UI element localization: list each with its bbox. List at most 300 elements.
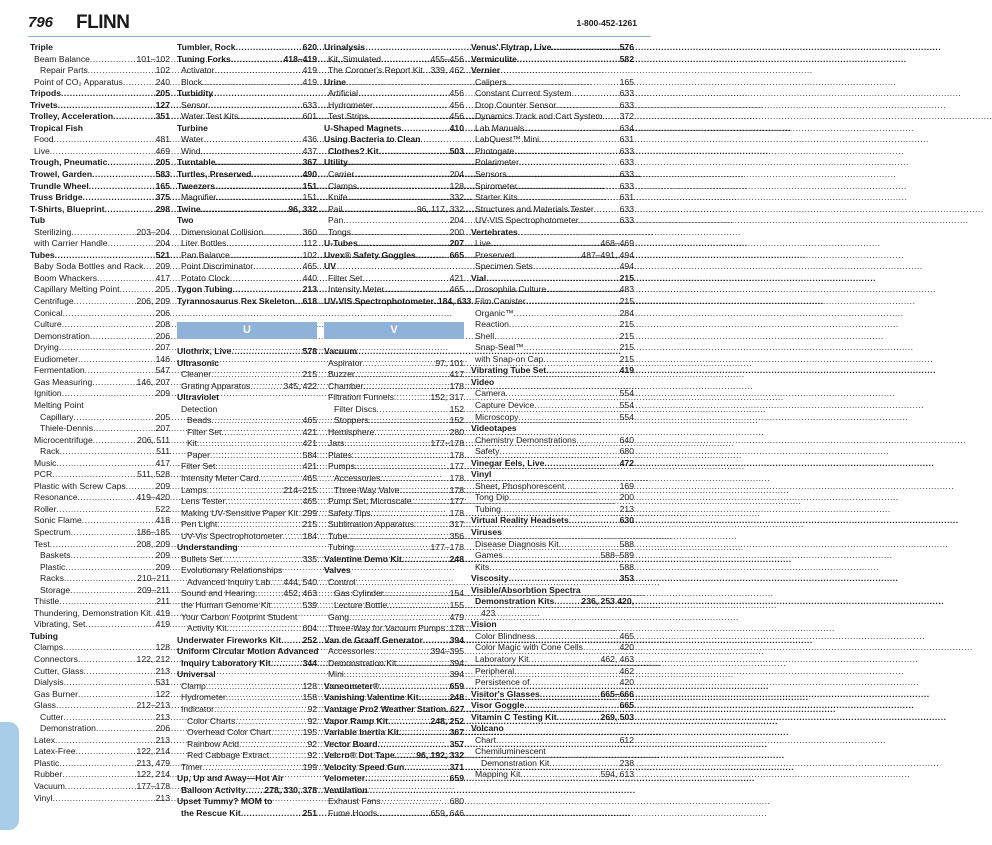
dot-leader (231, 54, 284, 66)
page-header (0, 0, 651, 34)
entry-term: Artificial (328, 88, 359, 99)
entry-term: Color Charts (187, 715, 236, 726)
entry-term: Vinyl (34, 792, 53, 803)
entry-term: Lab Manuals (475, 122, 525, 133)
entry-pages: 206, 209 (136, 296, 170, 307)
entry-term: Structures and Materials Tester (475, 203, 594, 214)
dot-leader (486, 273, 620, 285)
entry-pages: 612 (619, 734, 634, 745)
dot-leader (216, 192, 302, 204)
entry-pages: 633 (619, 99, 634, 110)
index-entry (177, 704, 317, 716)
entry-term: Sublimation Apparatus (328, 519, 414, 530)
index-entry (177, 531, 317, 543)
dot-leader (58, 100, 156, 112)
index-entry (177, 796, 317, 808)
dot-leader (217, 519, 302, 531)
entry-term: Calipers (475, 76, 507, 87)
index-entry (471, 712, 634, 724)
entry-pages: 421 (302, 461, 317, 472)
entry-pages: 213 (155, 734, 170, 745)
entry-term: Uniform Circular Motion Advanced (177, 646, 319, 657)
dot-leader (358, 238, 450, 250)
dot-leader (251, 169, 302, 181)
index-entry (177, 111, 317, 123)
dot-leader (356, 577, 464, 589)
entry-pages: 418 (155, 515, 170, 526)
entry-term: Tong Dip (475, 492, 509, 503)
entry-term: Water (181, 134, 204, 145)
index-entry (471, 769, 634, 781)
entry-term: Gang (328, 611, 350, 622)
entry-term: Centrifuge (34, 296, 74, 307)
entry-pages: 640 (619, 434, 634, 445)
index-entry (324, 588, 464, 600)
dot-leader (201, 146, 303, 158)
entry-term: Stoppers (334, 415, 369, 426)
dot-leader (348, 192, 450, 204)
dot-leader (349, 612, 450, 624)
entry-pages: 539 (302, 600, 317, 611)
entry-pages: 582 (619, 53, 634, 64)
dot-leader (509, 319, 620, 331)
dot-leader (517, 54, 620, 66)
entry-term: Intensity Meter (328, 284, 385, 295)
entry-pages: 211 (156, 596, 170, 607)
dot-leader (284, 773, 317, 785)
index-entry (30, 123, 170, 135)
dot-leader (518, 192, 620, 204)
entry-term: Snap-Seal™ (475, 342, 524, 353)
dot-leader (295, 296, 303, 308)
dot-leader (203, 762, 303, 774)
index-column-3-u (324, 42, 472, 308)
entry-term: Pan (328, 215, 344, 226)
index-column-2-t (177, 42, 317, 308)
index-entry (471, 342, 634, 354)
entry-term: Vibrating Tube Set (471, 365, 547, 376)
entry-term: Latex (34, 734, 56, 745)
dot-leader (50, 539, 137, 551)
index-entry (471, 608, 634, 620)
entry-term: PCR (34, 469, 53, 480)
entry-term: Spectrum (34, 526, 71, 537)
entry-pages: 102 (155, 65, 170, 76)
dot-leader (238, 542, 317, 554)
entry-term: Universal (177, 669, 216, 680)
index-entry (471, 677, 634, 689)
dot-leader (374, 427, 449, 439)
entry-term: Making UV-Sensitive Paper Kit (181, 507, 299, 518)
entry-term: Balloon Activity (181, 784, 246, 795)
section-header-v: V (324, 322, 464, 339)
entry-pages: 554 (619, 388, 634, 399)
entry-term: Peripheral (475, 665, 515, 676)
dot-leader (507, 169, 620, 181)
entry-pages: 633 (619, 215, 634, 226)
index-entry (30, 562, 170, 574)
entry-pages: 456 (449, 99, 464, 110)
index-entry (177, 157, 317, 169)
entry-term: Velometer (324, 773, 366, 784)
entry-pages: 419–420 (136, 492, 170, 503)
index-entry (177, 369, 317, 381)
entry-pages: 92 (307, 750, 317, 761)
entry-term: Lecture Bottle (334, 600, 388, 611)
entry-pages: 339, 462 (430, 65, 464, 76)
dot-leader (533, 261, 620, 273)
entry-term: Laboratory Kit (475, 653, 529, 664)
dot-leader (416, 250, 450, 262)
dot-leader (377, 808, 430, 820)
index-entry (177, 739, 317, 751)
entry-pages: 209 (155, 480, 170, 491)
entry-pages: 420 (619, 677, 634, 688)
dot-leader (90, 331, 156, 343)
index-entry (471, 596, 634, 608)
entry-term: Vermiculite (471, 53, 517, 64)
index-entry (177, 565, 317, 577)
dot-leader (217, 404, 317, 416)
dot-leader (226, 238, 303, 250)
index-entry (177, 496, 317, 508)
dot-leader (373, 100, 450, 112)
index-entry (177, 692, 317, 704)
index-entry (324, 750, 464, 762)
dot-leader (63, 712, 155, 724)
index-entry (324, 238, 464, 250)
index-entry (471, 227, 634, 239)
entry-pages: 213 (155, 792, 170, 803)
index-entry (30, 596, 170, 608)
entry-term: Racks (40, 573, 64, 584)
dot-leader (241, 808, 303, 820)
entry-term: Water Test Kits (181, 111, 239, 122)
index-entry (324, 358, 464, 370)
dot-leader (271, 727, 303, 739)
entry-pages: 214–215 (283, 484, 317, 495)
dot-leader (394, 392, 431, 404)
entry-pages: 238 (619, 757, 634, 768)
index-entry (30, 319, 170, 331)
entry-term: Film Canister (475, 296, 526, 307)
entry-pages: 207 (155, 342, 170, 353)
entry-pages: 452, 463 (283, 588, 317, 599)
entry-term: Filter Set (187, 426, 222, 437)
dot-leader (399, 485, 449, 497)
index-entry (30, 677, 170, 689)
entry-term: Vanishing Valentine Kit (324, 692, 419, 703)
entry-term: Persistence of (475, 677, 530, 688)
entry-term: Vinegar Eels, Live (471, 457, 545, 468)
entry-term: Food (34, 134, 54, 145)
entry-term: Ignition (34, 388, 62, 399)
index-entry (324, 635, 464, 647)
dot-leader (319, 646, 323, 658)
index-entry (177, 554, 317, 566)
entry-term: Valentine Demo Kit (324, 553, 402, 564)
index-entry (30, 77, 170, 89)
entry-term: Pump Set, Microscale (328, 496, 412, 507)
index-entry (324, 669, 464, 681)
dot-leader (579, 215, 620, 227)
entry-term: Truss Bridge (30, 192, 83, 203)
index-entry (324, 612, 464, 624)
entry-term: Ulothrix, Live (177, 346, 232, 356)
entry-pages: 437 (302, 145, 317, 156)
entry-term: Sterilizing (34, 226, 72, 237)
index-entry (324, 215, 464, 227)
index-entry (177, 415, 317, 427)
dot-leader (423, 635, 450, 647)
entry-pages: 633 (619, 203, 634, 214)
dot-leader (494, 377, 634, 389)
entry-term: Chemistry Demonstrations (475, 434, 577, 445)
entry-term: Grating Apparatus (181, 380, 251, 391)
index-entry (30, 377, 170, 389)
entry-pages: 299 (302, 507, 317, 518)
entry-term: Melting Point (34, 399, 84, 410)
dot-leader (59, 596, 156, 608)
entry-pages: 206, 511 (137, 434, 170, 445)
entry-pages: 419 (155, 619, 170, 630)
index-column-2-u (177, 346, 317, 819)
dot-leader (58, 631, 170, 643)
entry-pages: 236, 253 420, (581, 596, 634, 607)
entry-term: Intensity Meter Card (181, 473, 259, 484)
entry-pages: 483 (619, 284, 634, 295)
entry-pages: 195 (302, 727, 317, 738)
entry-term: Chemiluminescent (475, 746, 546, 757)
entry-term: Urine (324, 76, 346, 87)
entry-pages: 96, 332 (288, 203, 317, 214)
entry-term: Point of CO₂ Apparatus (34, 76, 123, 87)
index-column-4 (471, 42, 634, 781)
entry-pages: 240 (155, 76, 170, 87)
index-entry (471, 181, 634, 193)
index-entry (471, 746, 634, 758)
entry-pages: 594, 613 (600, 769, 634, 780)
entry-term: Dialysis (34, 677, 64, 688)
index-entry (30, 481, 170, 493)
page-number: 796 (28, 14, 54, 31)
entry-term: Cutter (40, 711, 64, 722)
entry-pages: 169 (619, 480, 634, 491)
entry-pages: 583 (155, 169, 170, 180)
dot-leader (52, 469, 137, 481)
dot-leader (507, 77, 620, 89)
index-entry (177, 65, 317, 77)
entry-term: Turbidity (177, 88, 214, 99)
dot-leader (269, 750, 307, 762)
dot-leader (60, 446, 157, 458)
entry-pages: 394 (449, 669, 464, 680)
entry-pages: 372 (619, 111, 634, 122)
entry-pages: 375 (155, 192, 170, 203)
entry-pages: 394 (449, 657, 464, 668)
index-entry (471, 400, 634, 412)
entry-term: LabQuest™ Mini (475, 134, 540, 145)
entry-pages: 419 (302, 65, 317, 76)
entry-term: Gas Measuring (34, 376, 93, 387)
entry-term: The Coroner's Report Kit (328, 65, 423, 76)
index-entry (177, 473, 317, 485)
dot-leader (497, 619, 634, 631)
entry-pages: 92 (307, 715, 317, 726)
index-entry (471, 134, 634, 146)
index-entry (177, 612, 317, 624)
dot-leader (250, 381, 283, 393)
entry-term: Games (475, 550, 503, 561)
entry-pages: 511 (156, 446, 170, 457)
index-entry (30, 331, 170, 343)
entry-term: the Rescue Kit (181, 807, 241, 818)
entry-term: Thundering, Demonstration Kit (34, 607, 151, 618)
index-entry (324, 261, 464, 273)
dot-leader (281, 635, 303, 647)
index-entry (177, 192, 317, 204)
entry-pages: 215 (302, 519, 317, 530)
index-entry (30, 284, 170, 296)
index-entry (324, 681, 464, 693)
entry-pages: 154 (449, 588, 464, 599)
dot-leader (238, 111, 302, 123)
index-entry (30, 515, 170, 527)
entry-pages: 503 (449, 145, 464, 156)
dot-leader (543, 354, 619, 366)
index-entry (30, 169, 170, 181)
entry-pages: 421 (449, 272, 464, 283)
index-entry (30, 608, 170, 620)
entry-term: Gas Burner (34, 688, 78, 699)
dot-leader (502, 527, 634, 539)
entry-term: Storage (40, 584, 71, 595)
index-entry (324, 450, 464, 462)
index-entry (324, 369, 464, 381)
dot-leader (210, 450, 303, 462)
index-entry (177, 577, 317, 589)
entry-term: Accessories (328, 646, 375, 657)
entry-pages: 101–102 (136, 53, 170, 64)
entry-term: Fume Hoods (328, 807, 378, 818)
dot-leader (231, 346, 302, 358)
dot-leader (581, 585, 634, 597)
entry-term: Tube (328, 530, 348, 541)
dot-leader (253, 261, 303, 273)
index-entry (177, 646, 317, 658)
index-entry (30, 365, 170, 377)
index-entry (471, 308, 634, 320)
entry-pages: 146, 207 (136, 376, 170, 387)
entry-term: Valves (324, 565, 351, 576)
dot-leader (368, 111, 450, 123)
entry-pages: 199 (302, 761, 317, 772)
entry-pages: 208, 209 (136, 538, 170, 549)
entry-term: Resonance (34, 492, 78, 503)
dot-leader (126, 481, 156, 493)
index-entry (30, 769, 170, 781)
entry-term: Vision (471, 619, 497, 630)
entry-term: Liter Bottles (181, 238, 227, 249)
dot-leader (365, 773, 450, 785)
entry-pages: 578 (302, 346, 317, 356)
dot-leader (514, 146, 619, 158)
entry-pages: 420 (619, 642, 634, 653)
entry-pages: 112 (303, 238, 317, 249)
dot-leader (412, 496, 450, 508)
index-entry (177, 669, 317, 681)
entry-term: Van de Graaff Generator (324, 634, 423, 645)
index-entry (30, 746, 170, 758)
dot-leader (71, 527, 137, 539)
dot-leader (255, 588, 283, 600)
entry-pages: 213 (155, 665, 170, 676)
dot-leader (494, 331, 620, 343)
dot-leader (401, 123, 449, 135)
index-entry (30, 550, 170, 562)
index-entry (471, 689, 634, 701)
entry-term: Ultraviolet (177, 392, 220, 403)
entry-term: Vacuum (324, 346, 357, 356)
entry-term: Underwater Fireworks Kit (177, 634, 282, 645)
entry-pages: 633 (619, 88, 634, 99)
entry-pages: 421 (302, 438, 317, 449)
index-entry (177, 485, 317, 497)
entry-pages: 269, 503 (600, 711, 634, 722)
entry-pages: 215 (619, 272, 634, 283)
index-entry (177, 181, 317, 193)
entry-term: Dynamics Track and Cart System (475, 111, 603, 122)
dot-leader (208, 100, 302, 112)
entry-term: UV (324, 261, 336, 272)
dot-leader (73, 412, 155, 424)
index-entry (471, 273, 634, 285)
dot-leader (227, 623, 303, 635)
entry-term: Cleaner (181, 369, 212, 380)
index-entry (177, 100, 317, 112)
dot-leader (546, 284, 619, 296)
entry-term: Plastic with Screw Caps (34, 480, 126, 491)
entry-pages: 604 (302, 623, 317, 634)
entry-pages: 96, 192, 332 (416, 750, 464, 761)
entry-term: Microscopy (475, 411, 519, 422)
entry-term: Test Strips (328, 111, 369, 122)
dot-leader (64, 573, 137, 585)
dot-leader (354, 542, 431, 554)
entry-term: Your Carbon Footprint Student (181, 611, 298, 622)
index-entry (324, 554, 464, 566)
index-entry (324, 773, 464, 785)
index-entry (177, 346, 317, 358)
index-entry (471, 284, 634, 296)
entry-term: Two (177, 215, 194, 226)
entry-term: UV-VIS Spectrophotometer (324, 296, 434, 307)
index-entry (324, 646, 464, 658)
index-entry (30, 539, 170, 551)
entry-pages: 630 (619, 515, 634, 526)
entry-term: Baskets (40, 550, 71, 561)
entry-pages: 248, 252 (430, 715, 464, 726)
index-entry (30, 781, 170, 793)
dot-leader (55, 250, 156, 262)
entry-term: Tripods (30, 88, 62, 99)
entry-term: Visitor's Glasses (471, 688, 540, 699)
dot-leader (63, 642, 156, 654)
entry-pages: 215 (619, 330, 634, 341)
index-entry (471, 215, 634, 227)
entry-term: Drosophila Culture (475, 284, 547, 295)
index-entry (471, 354, 634, 366)
